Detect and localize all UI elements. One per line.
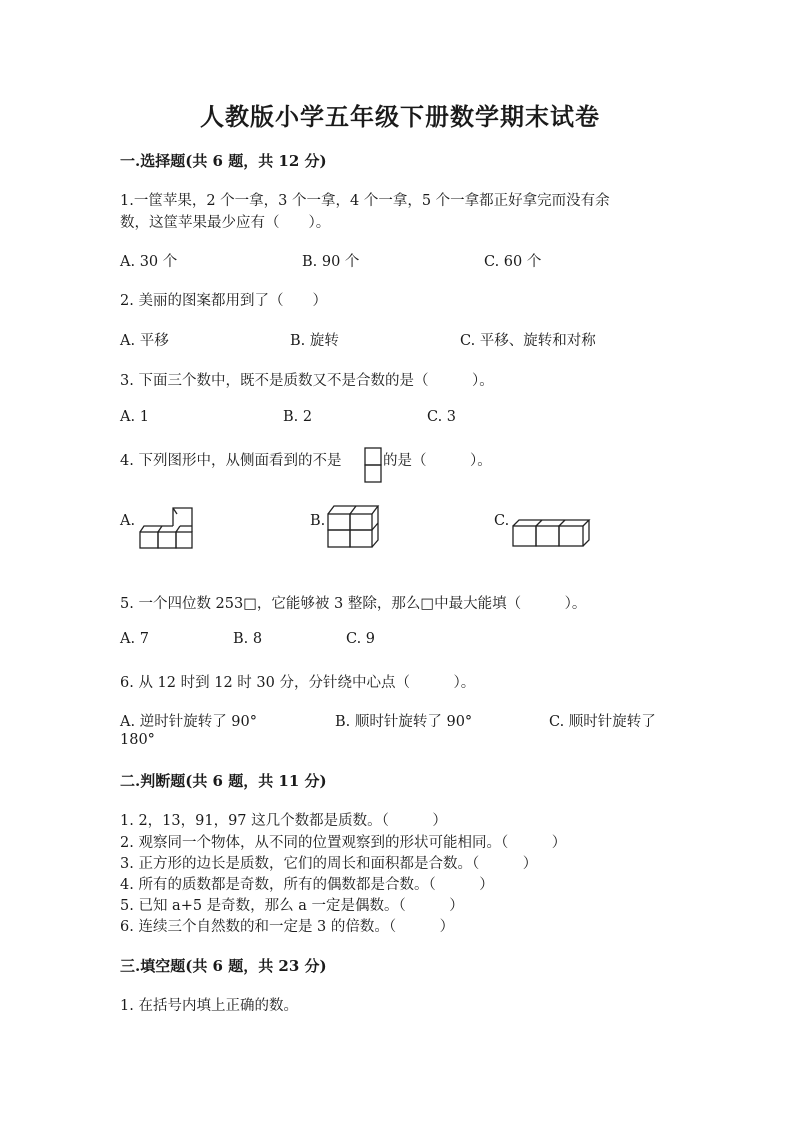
- q6-option-a: A. 逆时针旋转了 90°: [120, 714, 257, 730]
- q3-option-b: B. 2: [283, 409, 313, 425]
- q1-option-b: B. 90 个: [302, 254, 360, 270]
- q4-option-c: C.: [494, 513, 510, 529]
- q6-text: 6. 从 12 时到 12 时 30 分，分针绕中心点（ ）。: [120, 675, 476, 691]
- q4-text-before: 4. 下列图形中，从侧面看到的不是: [120, 453, 342, 469]
- judge-item-1: 1. 2，13，91，97 这几个数都是质数。（ ）: [120, 813, 447, 829]
- q1-option-a: A. 30 个: [120, 254, 178, 270]
- q4-reference-figure: [364, 447, 382, 485]
- q2-option-b: B. 旋转: [290, 333, 339, 349]
- q5-text: 5. 一个四位数 253□，它能够被 3 整除，那么□中最大能填（ ）。: [120, 596, 587, 612]
- q1-text-line2: 数，这筐苹果最少应有（ ）。: [120, 215, 331, 231]
- q3-text: 3. 下面三个数中，既不是质数又不是合数的是（ ）。: [120, 373, 494, 389]
- q2-option-a: A. 平移: [120, 333, 169, 349]
- q5-option-a: A. 7: [120, 631, 149, 647]
- judge-item-4: 4. 所有的质数都是奇数，所有的偶数都是合数。（ ）: [120, 877, 494, 893]
- section-2-heading: 二.判断题(共 6 题，共 11 分): [120, 772, 327, 790]
- q6-option-c: C. 顺时针旋转了: [549, 714, 656, 730]
- q1-text-line1: 1.一筐苹果，2 个一拿，3 个一拿，4 个一拿，5 个一拿都正好拿完而没有余: [120, 193, 610, 209]
- q2-text: 2. 美丽的图案都用到了（ ）: [120, 293, 327, 309]
- judge-item-2: 2. 观察同一个物体，从不同的位置观察到的形状可能相同。（ ）: [120, 835, 567, 851]
- q4-option-b-figure: [326, 504, 382, 550]
- q5-option-c: C. 9: [346, 631, 376, 647]
- q3-option-c: C. 3: [427, 409, 457, 425]
- section-3-heading: 三.填空题(共 6 题，共 23 分): [120, 957, 327, 975]
- q2-option-c: C. 平移、旋转和对称: [460, 333, 596, 349]
- q6-option-b: B. 顺时针旋转了 90°: [335, 714, 473, 730]
- section-1-heading: 一.选择题(共 6 题，共 12 分): [120, 152, 327, 170]
- q4-option-a: A.: [120, 513, 136, 529]
- q4-option-b: B.: [310, 513, 326, 529]
- q5-option-b: B. 8: [233, 631, 263, 647]
- judge-item-5: 5. 已知 a+5 是奇数，那么 a 一定是偶数。（ ）: [120, 898, 464, 914]
- q4-option-a-figure: [138, 506, 196, 550]
- q4-option-c-figure: [511, 518, 593, 550]
- q1-option-c: C. 60 个: [484, 254, 542, 270]
- judge-item-3: 3. 正方形的边长是质数，它们的周长和面积都是合数。（ ）: [120, 856, 538, 872]
- judge-item-6: 6. 连续三个自然数的和一定是 3 的倍数。（ ）: [120, 919, 455, 935]
- q3-option-a: A. 1: [120, 409, 149, 425]
- fill-q1-text: 1. 在括号内填上正确的数。: [120, 998, 298, 1014]
- q4-text-after: 的是（ ）。: [383, 453, 492, 469]
- page-title: 人教版小学五年级下册数学期末试卷: [200, 102, 600, 131]
- q6-option-c-wrap: 180°: [120, 732, 155, 748]
